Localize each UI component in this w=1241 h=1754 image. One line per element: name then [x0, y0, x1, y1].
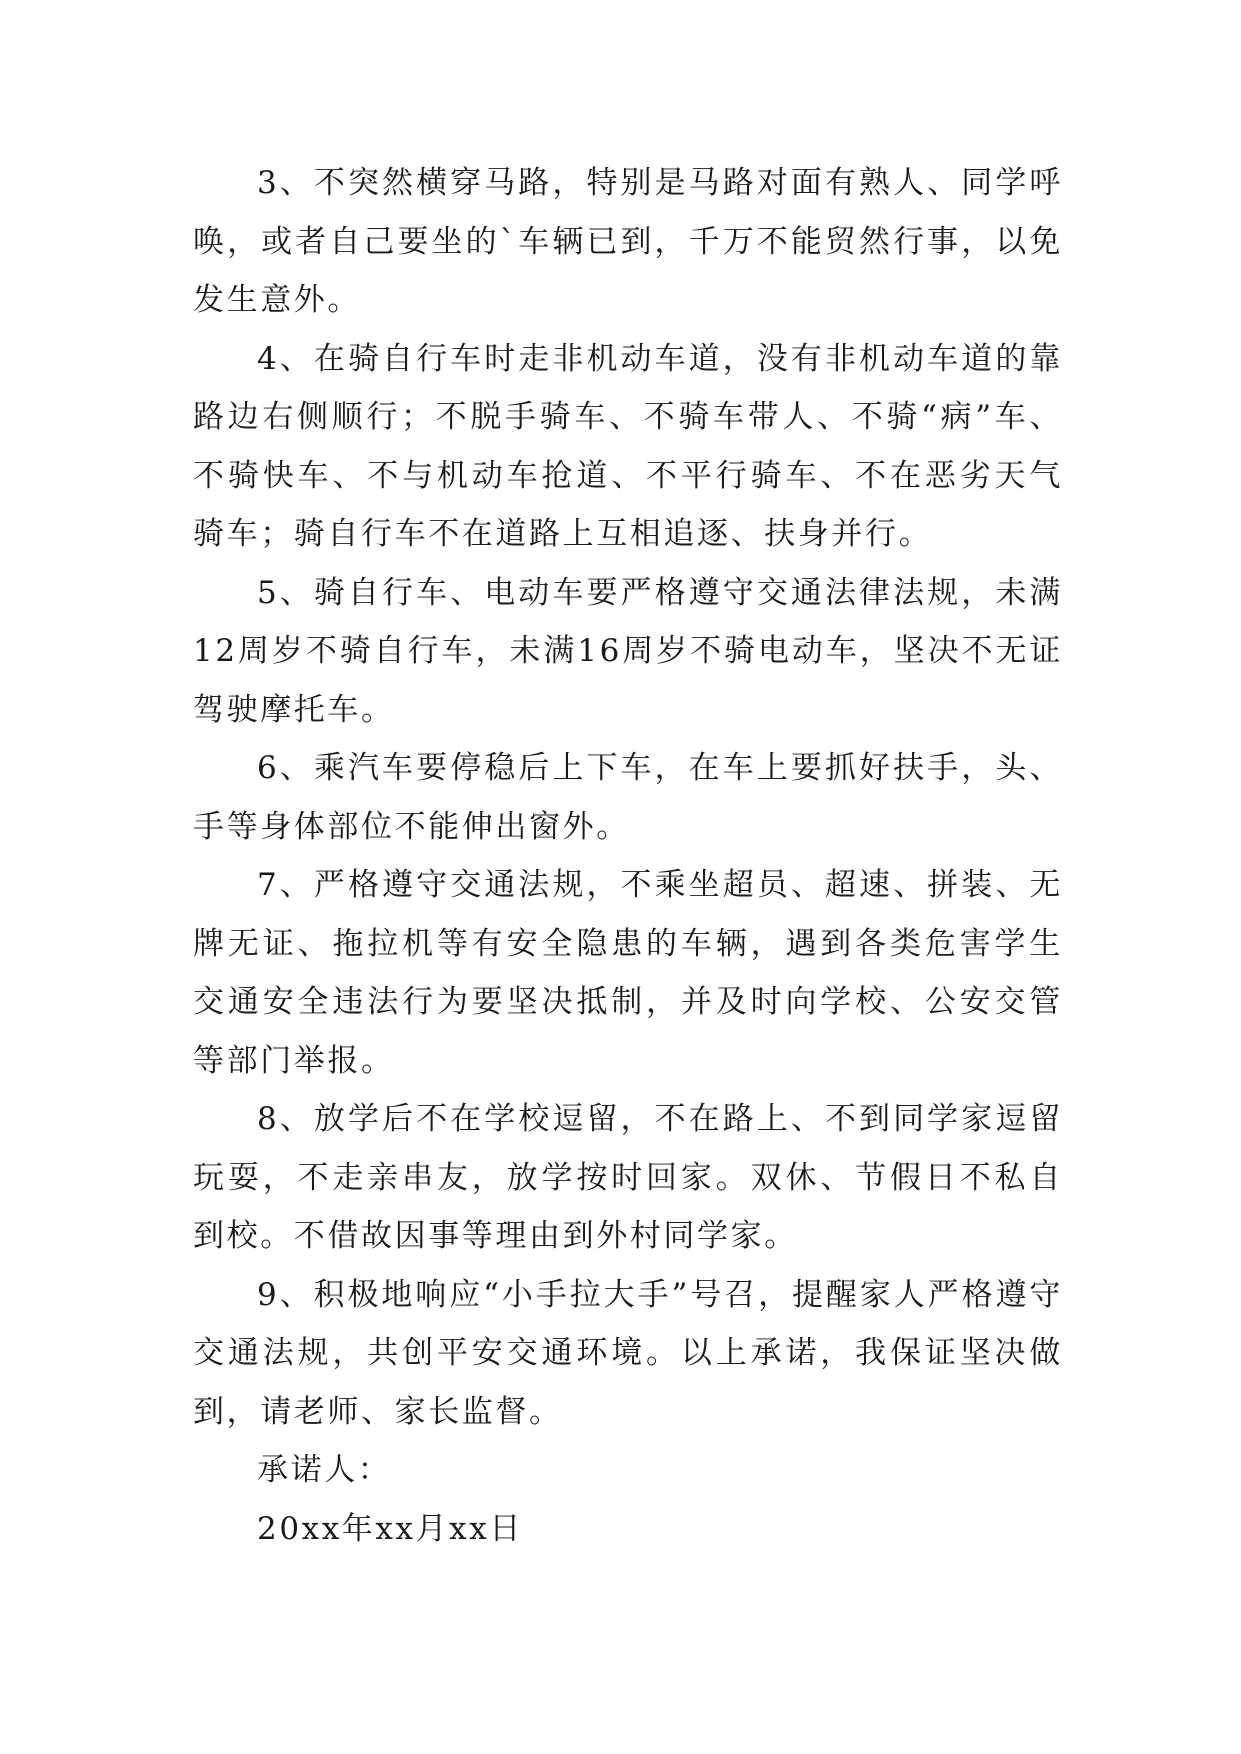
paragraph-item-5: 5、骑自行车、电动车要严格遵守交通法律法规，未满12周岁不骑自行车，未满16周岁不骑电动车，坚决不无证驾驶摩托车。 [193, 574, 1063, 728]
paragraph-item-6: 6、乘汽车要停稳后上下车，在车上要抓好扶手，头、手等身体部位不能伸出窗外。 [193, 750, 1063, 845]
signature-label: 承诺人： [257, 1452, 392, 1488]
document-body [193, 154, 1063, 1558]
paragraph-item-3: 3、不突然横穿马路，特别是马路对面有熟人、同学呼唤，或者自己要坐的`车辆已到，千万不能贸然行事，以免发生意外。 [193, 165, 1063, 318]
paragraph-item-4: 4、在骑自行车时走非机动车道，没有非机动车道的靠路边右侧顺行；不脱手骑车、不骑车带人、不骑“病”车、不骑快车、不与机动车抢道、不平行骑车、不在恶劣天气骑车；骑自行车不在道路上互相追逐、扶身并行。 [193, 340, 1063, 552]
paragraph-item-8: 8、放学后不在学校逗留，不在路上、不到同学家逗留玩耍，不走亲串友，放学按时回家。双休、节假日不私自到校。不借故因事等理由到外村同学家。 [193, 1101, 1063, 1254]
paragraph-item-9: 9、积极地响应“小手拉大手”号召，提醒家人严格遵守交通法规，共创平安交通环境。以上承诺，我保证坚决做到，请老师、家长监督。 [193, 1276, 1063, 1430]
signature-date: 20xx年xx月xx日 [257, 1510, 523, 1547]
paragraph-item-7: 7、严格遵守交通法规，不乘坐超员、超速、拼装、无牌无证、拖拉机等有安全隐患的车辆，遇到各类危害学生交通安全违法行为要坚决抵制，并及时向学校、公安交管等部门举报。 [193, 867, 1063, 1079]
